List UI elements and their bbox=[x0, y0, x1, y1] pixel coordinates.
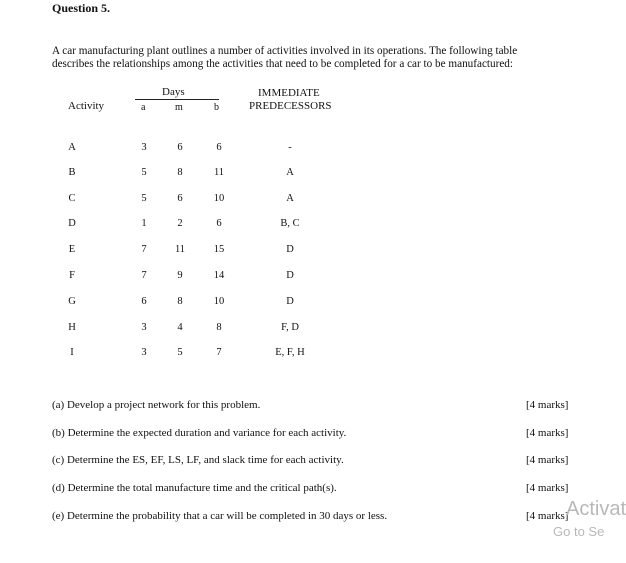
row-i-b: 7 bbox=[216, 347, 222, 358]
row-f-activity: F bbox=[69, 270, 75, 281]
row-e-m: 11 bbox=[174, 244, 186, 255]
part-c-text: (c) Determine the ES, EF, LS, LF, and slack time for each activity. bbox=[52, 454, 344, 466]
row-f-predecessors: D bbox=[286, 270, 294, 281]
row-f-a: 7 bbox=[141, 270, 147, 281]
row-f-m: 9 bbox=[177, 270, 183, 281]
row-a-m: 6 bbox=[177, 142, 183, 153]
row-a-predecessors: - bbox=[288, 142, 292, 153]
question-heading: Question 5. bbox=[52, 1, 111, 15]
m-column-header: m bbox=[175, 102, 183, 113]
row-b-predecessors: A bbox=[286, 167, 294, 178]
row-a-b: 6 bbox=[216, 142, 222, 153]
row-e-activity: E bbox=[68, 244, 76, 255]
row-c-activity: C bbox=[68, 193, 76, 204]
row-d-m: 2 bbox=[177, 218, 183, 229]
row-c-a: 5 bbox=[141, 193, 147, 204]
days-underline bbox=[135, 99, 219, 100]
row-c-m: 6 bbox=[177, 193, 183, 204]
row-e-a: 7 bbox=[141, 244, 147, 255]
part-a-text: (a) Develop a project network for this problem. bbox=[52, 399, 261, 411]
row-h-a: 3 bbox=[141, 322, 147, 333]
row-i-activity: I bbox=[70, 347, 74, 358]
question-intro bbox=[52, 45, 572, 71]
row-h-activity: H bbox=[68, 322, 76, 333]
row-h-predecessors: F, D bbox=[281, 322, 299, 333]
row-a-activity: A bbox=[68, 142, 76, 153]
intro-line-2: describes the relationships among the activities that need to be completed for a car to be manufactured: bbox=[52, 58, 514, 70]
row-h-b: 8 bbox=[216, 322, 222, 333]
row-c-b: 10 bbox=[213, 193, 225, 204]
intro-line-1: A car manufacturing plant outlines a number of activities involved in its operations. The following table bbox=[52, 45, 518, 57]
part-c-marks: [4 marks] bbox=[526, 454, 569, 466]
activation-watermark-subtitle: Go to Se bbox=[553, 524, 605, 539]
row-g-b: 10 bbox=[213, 296, 225, 307]
row-g-activity: G bbox=[68, 296, 76, 307]
days-header: Days bbox=[162, 86, 185, 98]
part-d-marks: [4 marks] bbox=[526, 482, 569, 494]
row-b-m: 8 bbox=[177, 167, 183, 178]
activation-watermark-title: Activat bbox=[566, 498, 626, 520]
part-e-text: (e) Determine the probability that a car will be completed in 30 days or less. bbox=[52, 510, 388, 522]
row-e-predecessors: D bbox=[286, 244, 294, 255]
row-b-activity: B bbox=[68, 167, 76, 178]
part-e-marks: [4 marks] bbox=[526, 510, 569, 522]
row-e-b: 15 bbox=[213, 244, 225, 255]
row-i-a: 3 bbox=[141, 347, 147, 358]
predecessors-header-line-2: PREDECESSORS bbox=[249, 100, 332, 112]
row-c-predecessors: A bbox=[286, 193, 294, 204]
row-a-a: 3 bbox=[141, 142, 147, 153]
b-column-header: b bbox=[214, 102, 219, 113]
row-g-m: 8 bbox=[177, 296, 183, 307]
predecessors-header-line-1: IMMEDIATE bbox=[258, 87, 320, 99]
activity-column-header: Activity bbox=[68, 100, 105, 112]
row-f-b: 14 bbox=[213, 270, 225, 281]
part-d-text: (d) Determine the total manufacture time and the critical path(s). bbox=[52, 482, 337, 494]
a-column-header: a bbox=[141, 102, 146, 113]
row-b-a: 5 bbox=[141, 167, 147, 178]
row-g-a: 6 bbox=[141, 296, 147, 307]
row-i-m: 5 bbox=[177, 347, 183, 358]
row-g-predecessors: D bbox=[286, 296, 294, 307]
part-b-text: (b) Determine the expected duration and variance for each activity. bbox=[52, 427, 347, 439]
row-d-predecessors: B, C bbox=[280, 218, 300, 229]
row-h-m: 4 bbox=[177, 322, 183, 333]
row-b-b: 11 bbox=[213, 167, 225, 178]
part-b-marks: [4 marks] bbox=[526, 427, 569, 439]
row-d-a: 1 bbox=[141, 218, 147, 229]
row-d-activity: D bbox=[68, 218, 76, 229]
row-d-b: 6 bbox=[216, 218, 222, 229]
row-i-predecessors: E, F, H bbox=[275, 347, 305, 358]
part-a-marks: [4 marks] bbox=[526, 399, 569, 411]
